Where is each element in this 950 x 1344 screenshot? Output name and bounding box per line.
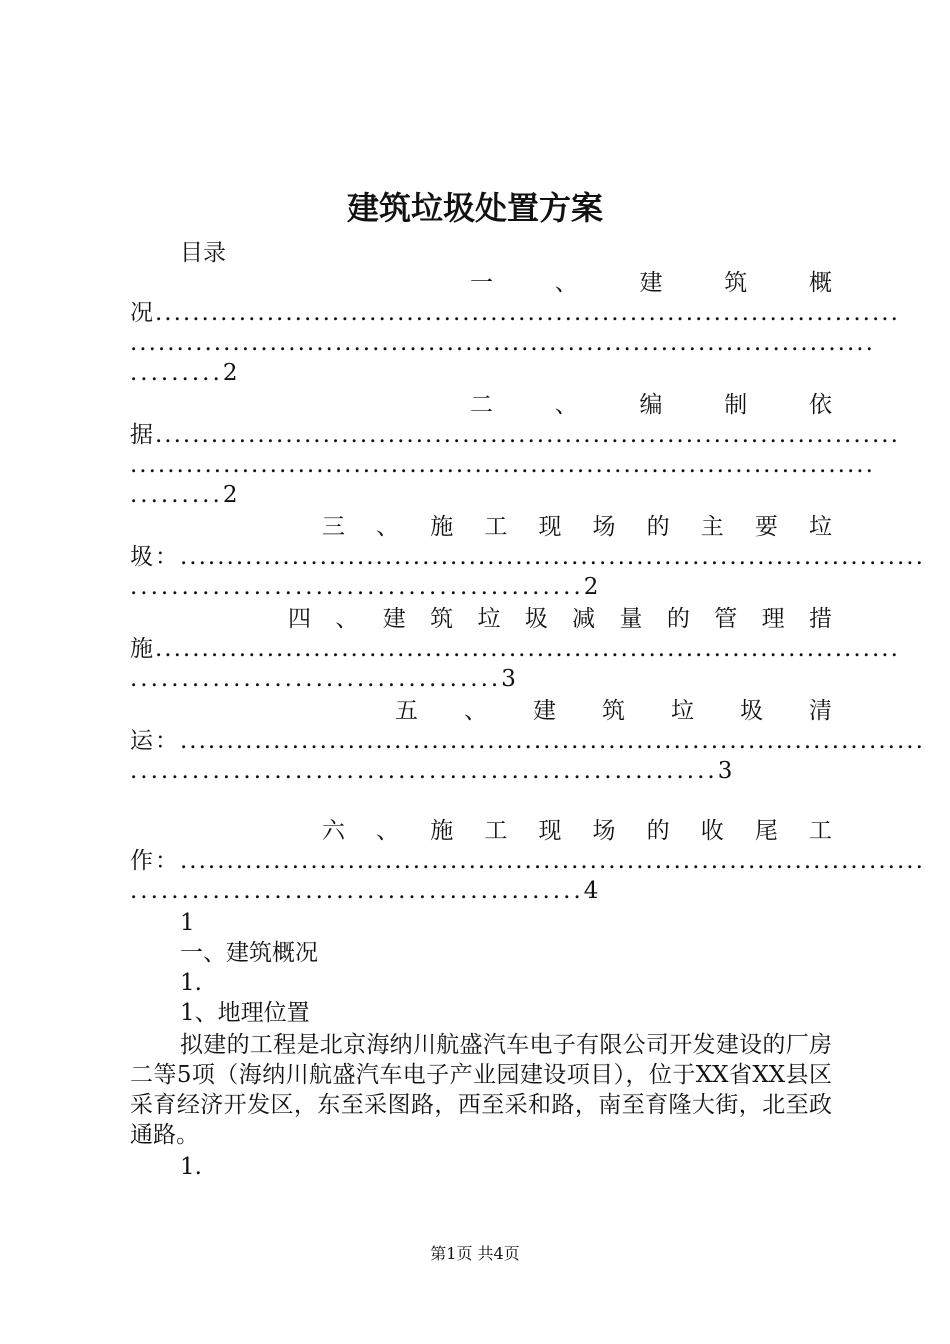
toc-char: 的 — [646, 818, 670, 844]
toc-entry-2-heading — [470, 390, 832, 420]
toc-entry-4-leader — [130, 634, 900, 664]
toc-char: 编 — [639, 392, 663, 418]
toc-char: 依 — [809, 392, 832, 418]
leader-dots: ................................................................................ — [130, 330, 875, 356]
toc-char: 现 — [538, 514, 562, 540]
toc-char: 建 — [639, 270, 663, 296]
toc-char: 收 — [700, 818, 724, 844]
toc-char: 工 — [484, 818, 508, 844]
toc-heading: 目录 — [180, 240, 226, 266]
toc-char: 圾 — [740, 698, 763, 724]
toc-char: 要 — [754, 514, 778, 540]
toc-page-number: 2 — [222, 482, 241, 508]
toc-char: 量 — [619, 606, 643, 632]
page-marker: 1 — [180, 910, 195, 936]
toc-entry-3-leader — [130, 542, 925, 572]
toc-char: 工 — [484, 514, 508, 540]
toc-char: 概 — [809, 270, 832, 296]
toc-char: 场 — [592, 514, 616, 540]
toc-char: 的 — [646, 514, 670, 540]
toc-char: 工 — [808, 818, 832, 844]
toc-tail: 况 — [130, 300, 155, 326]
toc-entry-1-page-line — [130, 358, 240, 388]
toc-char: 、 — [376, 514, 400, 540]
toc-char: 、 — [335, 606, 359, 632]
toc-char: 现 — [538, 818, 562, 844]
toc-char: 主 — [700, 514, 724, 540]
toc-entry-2-page-line — [130, 480, 240, 510]
toc-char: 制 — [724, 392, 748, 418]
leader-dots: ................................................................................ — [130, 452, 875, 478]
toc-entry-1-leader — [130, 298, 900, 328]
toc-char: 筑 — [724, 270, 748, 296]
toc-char: 措 — [808, 606, 832, 632]
toc-page-number: 4 — [583, 878, 602, 904]
toc-char: 、 — [554, 392, 578, 418]
leader-dots: ................................................................................ — [155, 300, 900, 326]
leader-dots: ......... — [130, 360, 223, 386]
leader-dots: ......................................................... — [130, 758, 718, 784]
leader-dots: ................................................................................ — [155, 636, 900, 662]
toc-leader-line — [130, 450, 875, 480]
toc-char: 施 — [430, 818, 454, 844]
toc-char: 施 — [430, 514, 454, 540]
leader-dots: ............................................ — [130, 878, 584, 904]
toc-page-number: 3 — [717, 758, 736, 784]
section-heading: 一、建筑概况 — [180, 940, 318, 966]
toc-entry-6-heading — [322, 816, 832, 846]
toc-char: 管 — [714, 606, 738, 632]
toc-page-number: 2 — [583, 574, 602, 600]
toc-char: 垃 — [808, 514, 832, 540]
toc-char: 、 — [464, 698, 487, 724]
page-footer: 第1页 共4页 — [430, 1244, 520, 1263]
leader-dots: ................................................................................ — [180, 848, 925, 874]
toc-entry-5-page-line — [130, 756, 735, 786]
sub-number: 1. — [180, 970, 202, 996]
toc-tail: 作： — [130, 848, 180, 874]
toc-entry-6-page-line — [130, 876, 601, 906]
leader-dots: .................................... — [130, 666, 502, 692]
toc-char: 垃 — [477, 606, 501, 632]
toc-char: 建 — [533, 698, 556, 724]
toc-entry-2-leader — [130, 420, 900, 450]
toc-leader-line — [130, 328, 875, 358]
leader-dots: ................................................................................ — [180, 728, 925, 754]
leader-dots: ................................................................................ — [155, 422, 900, 448]
toc-char: 、 — [554, 270, 578, 296]
page-title: 建筑垃圾处置方案 — [346, 189, 603, 227]
toc-page-number: 2 — [222, 360, 241, 386]
leader-dots: ................................................................................ — [180, 544, 925, 570]
toc-char: 的 — [666, 606, 690, 632]
sub-number: 1. — [180, 1154, 202, 1180]
toc-entry-5-leader — [130, 726, 925, 756]
toc-entry-1-heading — [470, 268, 832, 298]
toc-tail: 运： — [130, 728, 180, 754]
toc-entry-5-heading — [395, 696, 832, 726]
toc-char: 理 — [761, 606, 785, 632]
toc-char: 五 — [395, 698, 418, 724]
toc-char: 圾 — [524, 606, 548, 632]
toc-entry-3-heading — [322, 512, 832, 542]
toc-entry-6-leader — [130, 846, 925, 876]
toc-char: 三 — [322, 514, 345, 540]
toc-page-number: 3 — [501, 666, 519, 692]
leader-dots: ......... — [130, 482, 223, 508]
toc-char: 清 — [809, 698, 832, 724]
toc-entry-4-heading — [288, 604, 832, 634]
toc-char: 二 — [470, 392, 493, 418]
toc-tail: 圾： — [130, 544, 180, 570]
toc-char: 建 — [382, 606, 406, 632]
toc-char: 筑 — [430, 606, 454, 632]
toc-char: 、 — [376, 818, 400, 844]
toc-char: 四 — [288, 606, 311, 632]
toc-entry-3-page-line — [130, 572, 601, 602]
sub-heading: 1、地理位置 — [180, 1000, 310, 1026]
toc-char: 尾 — [754, 818, 778, 844]
toc-tail: 施 — [130, 636, 155, 662]
toc-char: 减 — [572, 606, 596, 632]
toc-tail: 据 — [130, 422, 155, 448]
body-paragraph: 拟建的工程是北京海纳川航盛汽车电子有限公司开发建设的厂房二等5项（海纳川航盛汽车电子产业园建设项目），位于XX省XX县区采育经济开发区，东至采图路，西至采和路，南至育隆大街，北至政通路。 — [130, 1032, 832, 1148]
toc-entry-4-page-line — [130, 664, 519, 694]
toc-char: 场 — [592, 818, 616, 844]
leader-dots: ............................................ — [130, 574, 584, 600]
toc-char: 垃 — [671, 698, 694, 724]
toc-char: 筑 — [602, 698, 625, 724]
toc-char: 一 — [470, 270, 493, 296]
toc-char: 六 — [322, 818, 345, 844]
